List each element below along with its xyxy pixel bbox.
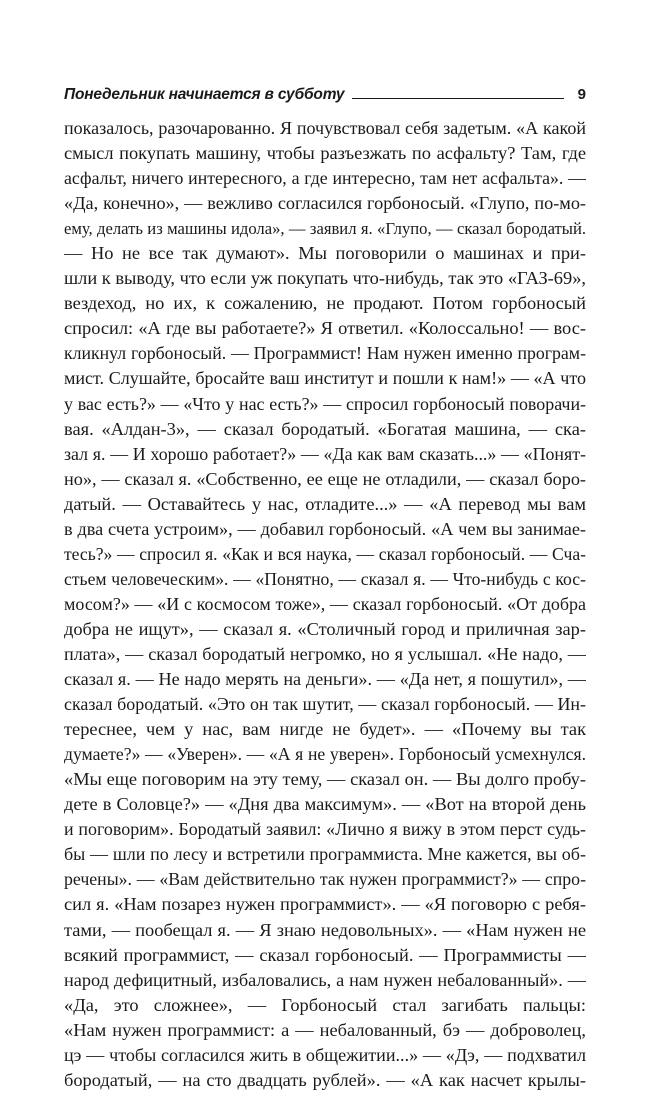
text-line: сказал я. — Не надо мерять на деньги». — «Да нет, я пошутил», — — [64, 669, 586, 690]
text-line: речены». — «Вам действительно так нужен программист?» — спро- — [64, 869, 586, 890]
text-line: всякий программист, — сказал горбоносый. — Программисты — — [64, 944, 586, 965]
text-line: асфальт, ничего интересного, а где интересно, там нет асфальта». — — [64, 168, 586, 189]
text-line: спросил: «А где вы работаете?» Я ответил. «Колоссально! — вос- — [64, 318, 586, 339]
text-line: смысл покупать машину, чтобы разъезжать по асфальту? Там, где — [64, 143, 586, 164]
text-line: в два счета устроим», — добавил горбоносый. «А чем вы занимае- — [64, 518, 586, 539]
text-line: вездеход, но их, к сожалению, не продают. Потом горбоносый — [64, 293, 586, 314]
book-title: Понедельник начинается в субботу — [64, 86, 345, 103]
text-line: сказал бородатый. «Это он так шутит, — сказал горбоносый. — Ин- — [64, 694, 586, 715]
text-line: стьем человеческим». — «Понятно, — сказал я. — Что-нибудь с кос- — [64, 568, 586, 589]
text-line: думаете?» — «Уверен». — «А я не уверен». Горбоносый усмехнулся. — [64, 744, 586, 765]
page-number: 9 — [577, 86, 586, 103]
text-line: цэ — чтобы согласился жить в общежитии...» — «Дэ, — подхватил — [64, 1044, 586, 1065]
text-line: у вас есть?» — «Что у нас есть?» — спросил горбоносый поворачи- — [64, 393, 586, 414]
text-line: бы — шли по лесу и встретили программиста. Мне кажется, вы об- — [64, 844, 586, 865]
text-line: «Мы еще поговорим на эту тему, — сказал он. — Вы долго пробу- — [64, 769, 586, 790]
body-text — [64, 116, 586, 1093]
header-rule — [352, 98, 563, 99]
text-line: добра не ищут», — сказал я. «Столичный город и приличная зар- — [64, 618, 586, 639]
text-line: «Нам нужен программист: а — небалованный, бэ — доброволец, — [64, 1019, 586, 1040]
text-line: показалось, разочарованно. Я почувствовал себя задетым. «А какой — [64, 118, 586, 138]
text-line: «Да, конечно», — вежливо согласился горбоносый. «Глупо, по-мо- — [64, 193, 586, 214]
text-line: — Но не все так думают». Мы поговорили о машинах и при- — [64, 243, 586, 264]
text-line: но», — сказал я. «Собственно, ее еще не отладили, — сказал боро- — [64, 468, 586, 489]
text-line: плата», — сказал бородатый негромко, но я услышал. «Не надо, — — [64, 643, 586, 664]
text-line: сил я. «Нам позарез нужен программист». — «Я поговорю с ребя- — [64, 894, 586, 915]
text-line: шли к выводу, что если уж покупать что-нибудь, так это «ГАЗ-69», — [64, 268, 586, 289]
text-line: народ дефицитный, избаловались, а нам нужен небалованный». — — [64, 969, 586, 990]
text-line: мист. Слушайте, бросайте ваш институт и пошли к нам!» — «А что — [64, 368, 586, 389]
text-line: ему, делать из машины идола», — заявил я. «Глупо, — сказал бородатый. — [64, 219, 586, 239]
text-line: «Да, это сложнее», — Горбоносый стал загибать пальцы: — [64, 994, 586, 1015]
text-line: дете в Соловце?» — «Дня два максимум». — «Вот на второй день — [64, 794, 586, 815]
text-line: датый. — Оставайтесь у нас, отладите...» — «А перевод мы вам — [64, 493, 586, 514]
text-line: тесь?» — спросил я. «Как и вся наука, — сказал горбоносый. — Сча- — [64, 543, 586, 564]
text-line: вая. «Алдан-3», — сказал бородатый. «Богатая машина, — ска- — [64, 418, 586, 439]
text-line: бородатый, — на сто двадцать рублей». — «А как насчет крылы- — [64, 1069, 586, 1090]
text-line: зал я. — И хорошо работает?» — «Да как вам сказать...» — «Понят- — [64, 443, 586, 464]
text-line: тереснее, чем у нас, вам нигде не будет». — «Почему вы так — [64, 719, 586, 740]
text-line: кликнул горбоносый. — Программист! Нам нужен именно програм- — [64, 343, 586, 364]
text-line: мосом?» — «И с космосом тоже», — сказал горбоносый. «От добра — [64, 593, 586, 614]
text-line: и поговорим». Бородатый заявил: «Лично я вижу в этом перст судь- — [64, 819, 586, 840]
running-header — [64, 80, 586, 104]
text-line: тами, — пообещал я. — Я знаю недовольных». — «Нам нужен не — [64, 919, 586, 940]
